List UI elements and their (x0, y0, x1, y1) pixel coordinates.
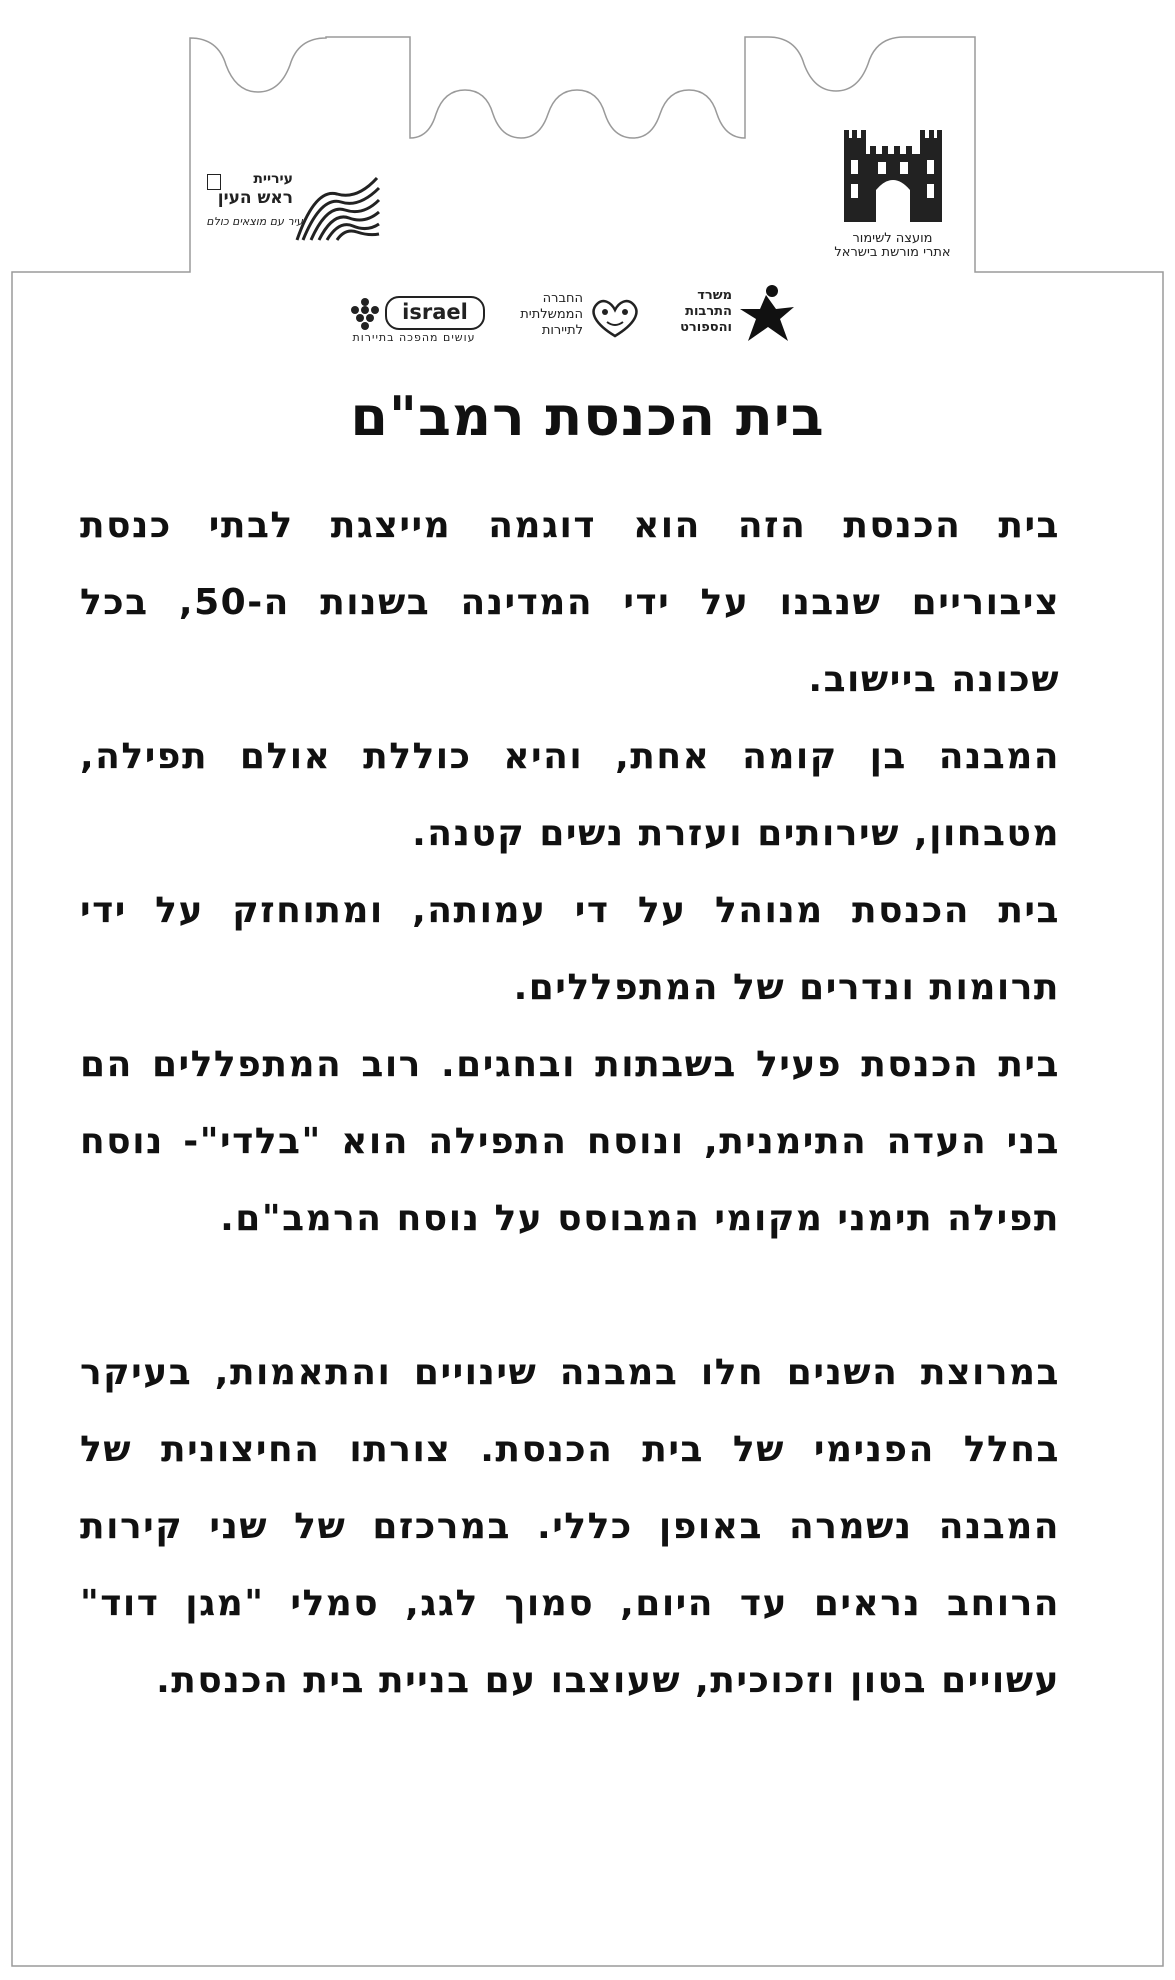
heritage-council-logo (790, 118, 995, 268)
city-name-line1: עיריית (253, 171, 293, 187)
israel-tourism-tagline: עושים מהפכה בתיירות (352, 331, 476, 344)
ministry-line1: משרד (697, 288, 732, 303)
tourism-company-line2: הממשלתית (520, 307, 583, 322)
ministry-line2: התרבות (685, 304, 732, 319)
grapes-icon (345, 296, 385, 330)
star-figure-icon (736, 285, 796, 345)
body-text (80, 487, 1060, 1719)
city-tagline: עיר עם מוצאים כולם (206, 215, 303, 228)
tourism-company-line3: לתיירות (541, 323, 583, 338)
fortress-icon (838, 118, 948, 222)
city-name-line2: ראש העין (217, 188, 293, 208)
tourism-company-line1: החברה (542, 291, 583, 306)
city-emblem-icon (293, 174, 381, 244)
israel-wordmark: israel (385, 296, 485, 330)
tourism-company-logo (495, 290, 645, 350)
paragraph-3: בית הכנסת מנוהל על די עמותה, ומתוחזק על ידי תרומות ונדרים של המתפללים. (80, 890, 1060, 1008)
city-logo (203, 170, 403, 250)
ministry-culture-logo (660, 285, 800, 355)
tourism-emblem-icon (587, 296, 643, 340)
paragraph-1: בית הכנסת הזה הוא דוגמה מייצגת לבתי כנסת ציבוריים שנבנו על ידי המדינה בשנות ה-50, בכל שכונה ביישוב. (80, 505, 1060, 700)
israel-tourism-logo (345, 296, 485, 350)
paragraph-4: בית הכנסת פעיל בשבתות ובחגים. רוב המתפללים הם בני העדה התימנית, ונוסח התפילה הוא "בלדי"- נוסח תפילה תימני מקומי המבוסס על נוסח הרמב"ם. (80, 1044, 1060, 1239)
council-name-line1: מועצה לשימור (852, 231, 933, 246)
page-title: בית הכנסת רמב"ם (350, 385, 825, 448)
paragraph-5: במרוצת השנים חלו במבנה שינויים והתאמות, בעיקר בחלל הפנימי של בית הכנסת. צורתו החיצונית של המבנה נשמרה באופן כללי. במרכזם של שני קירות הרוחב נראים עד היום, סמוך לגג, סמלי "מגן דוד" עשויים בטון וזכוכית, שעוצבו עם בניית בית הכנסת. (80, 1352, 1060, 1701)
paragraph-2: המבנה בן קומה אחת, והיא כוללת אולם תפילה, מטבחון, שירותים ועזרת נשים קטנה. (80, 736, 1060, 854)
ministry-line3: והספורט (680, 320, 732, 335)
council-name-line2: אתרי מורשת בישראל (834, 244, 951, 260)
